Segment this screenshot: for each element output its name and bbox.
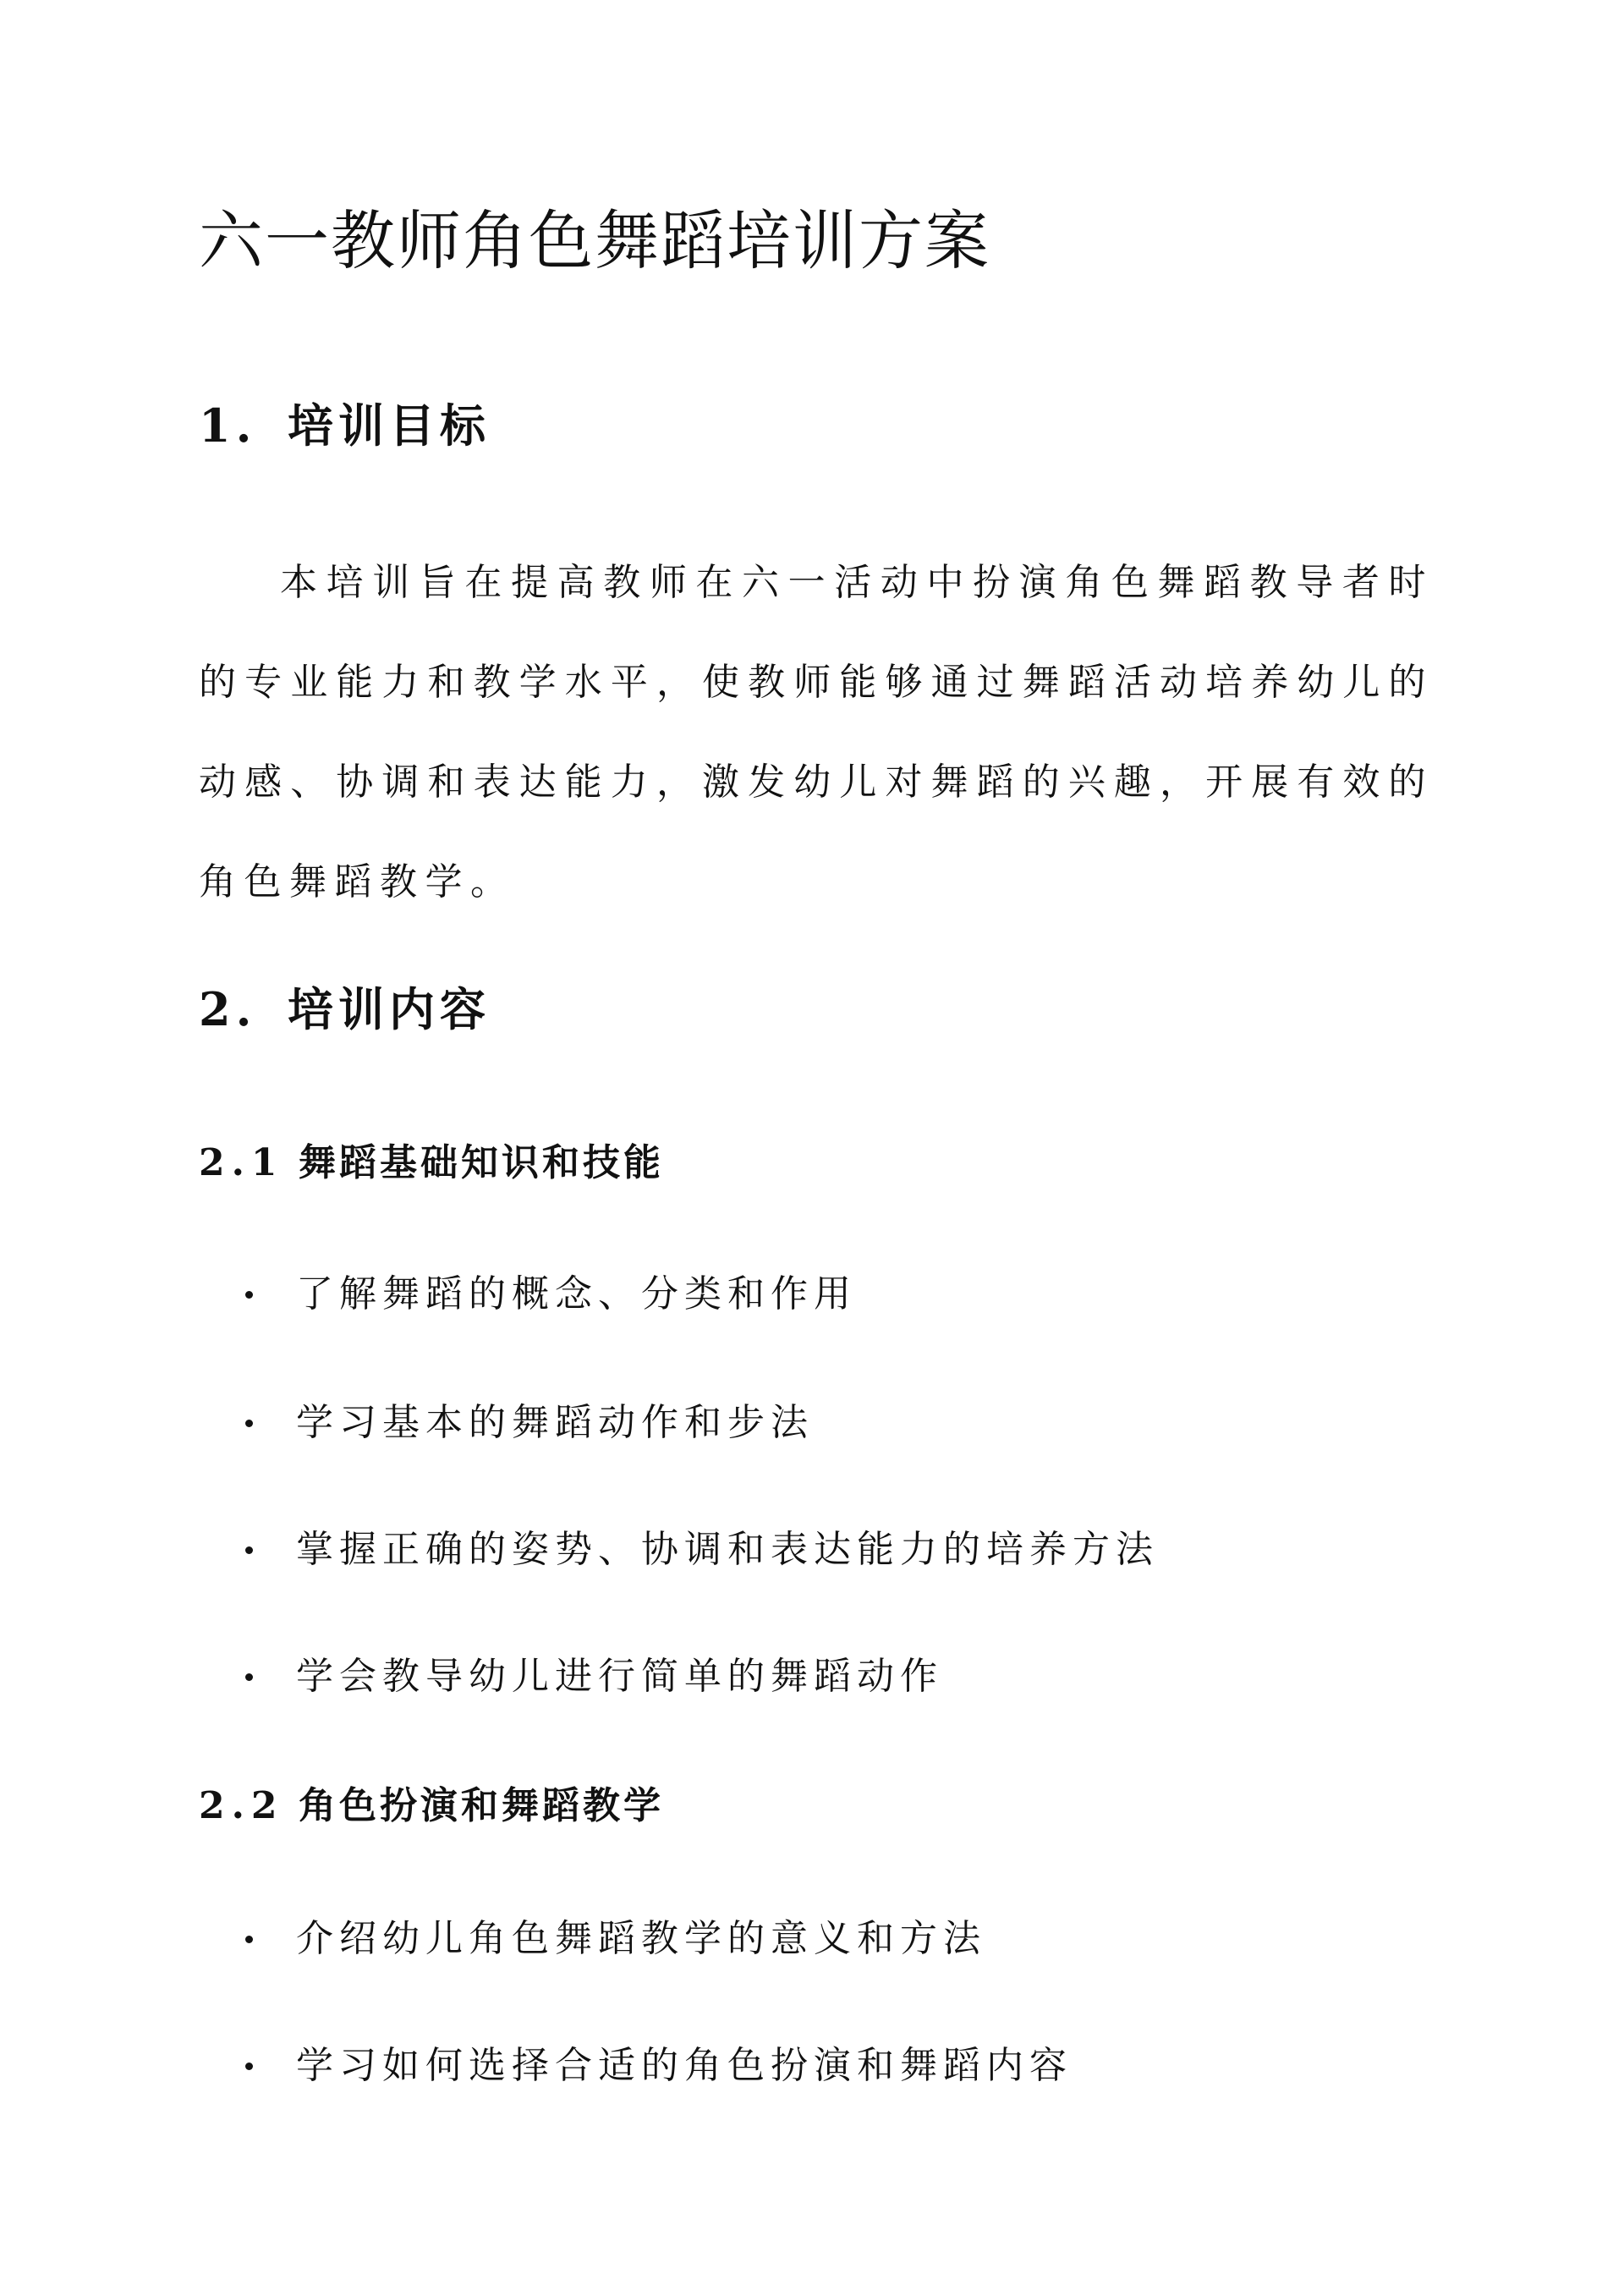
list-item: 学习如何选择合适的角色扮演和舞蹈内容 bbox=[245, 2041, 1073, 2091]
subsection-number: 2.2 bbox=[199, 1784, 284, 1827]
list-item: 介绍幼儿角色舞蹈教学的意义和方法 bbox=[245, 1914, 986, 1964]
subsection-heading-dance-basics bbox=[199, 1138, 664, 1189]
section-number: 2. bbox=[199, 982, 257, 1036]
subsection-title: 角色扮演和舞蹈教学 bbox=[299, 1784, 664, 1827]
list-item: 学会教导幼儿进行简单的舞蹈动作 bbox=[245, 1651, 943, 1702]
list-item: 掌握正确的姿势、协调和表达能力的培养方法 bbox=[245, 1524, 1159, 1575]
goals-paragraph: 本培训旨在提高教师在六一活动中扮演角色舞蹈教导者时的专业能力和教学水平，使教师能够通过舞蹈活动培养幼儿的动感、协调和表达能力，激发幼儿对舞蹈的兴趣，开展有效的角色舞蹈教学。 bbox=[199, 561, 1434, 904]
section-title: 培训内容 bbox=[288, 982, 491, 1036]
section-heading-content bbox=[199, 980, 491, 1039]
list-item: 学习基本的舞蹈动作和步法 bbox=[245, 1398, 814, 1448]
bullet-dot bbox=[245, 2063, 253, 2070]
bullet-dot bbox=[245, 1673, 253, 1681]
list-item: 了解舞蹈的概念、分类和作用 bbox=[245, 1269, 857, 1320]
section-title: 培训目标 bbox=[288, 398, 491, 453]
document-title: 六一教师角色舞蹈培训方案 bbox=[199, 203, 990, 278]
section-number: 1. bbox=[199, 398, 257, 453]
bullet-dot bbox=[245, 1291, 253, 1299]
subsection-title: 舞蹈基础知识和技能 bbox=[299, 1141, 664, 1184]
subsection-heading-role-play bbox=[199, 1781, 664, 1832]
section-heading-goals bbox=[199, 396, 491, 455]
bullet-dot bbox=[245, 1546, 253, 1554]
bullet-dot bbox=[245, 1936, 253, 1943]
bullet-dot bbox=[245, 1420, 253, 1427]
subsection-number: 2.1 bbox=[199, 1141, 284, 1184]
